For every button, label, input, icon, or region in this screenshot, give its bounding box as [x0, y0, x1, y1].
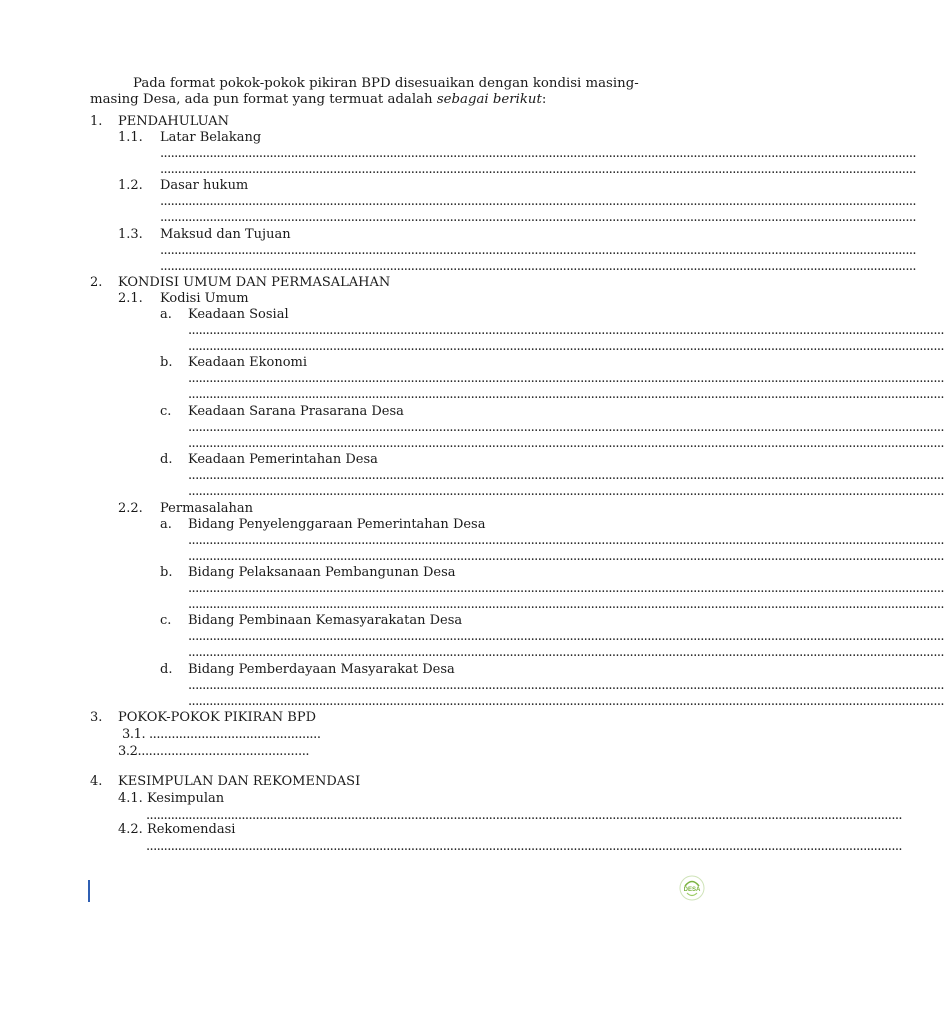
section-1-title: PENDAHULUAN [118, 114, 229, 129]
item-2-2-b-letter: b. [160, 565, 173, 580]
item-2-2-a-letter: a. [160, 517, 172, 532]
fill-line: ...................................................................................................................................................................................................................... [160, 243, 916, 258]
fill-line: ...................................................................................................................................................................................................................... [188, 549, 944, 564]
item-1-2-number: 1.2. [118, 178, 143, 193]
item-2-2-number: 2.2. [118, 501, 143, 516]
section-4-title: KESIMPULAN DAN REKOMENDASI [118, 774, 361, 789]
item-2-1-d-label: Keadaan Pemerintahan Desa [188, 452, 378, 467]
item-2-1-c-label: Keadaan Sarana Prasarana Desa [188, 404, 404, 419]
desa-logo-icon [677, 873, 707, 903]
fill-line: ...................................................................................................................................................................................................................... [188, 694, 944, 709]
item-2-2-a-label: Bidang Penyelenggaraan Pemerintahan Desa [188, 517, 486, 532]
item-4-1-label: 4.1. Kesimpulan [118, 791, 225, 806]
item-1-3-label: Maksud dan Tujuan [160, 227, 291, 242]
item-2-1-c-letter: c. [160, 404, 172, 419]
item-1-1-number: 1.1. [118, 130, 143, 145]
section-2-number: 2. [90, 275, 103, 290]
section-1-number: 1. [90, 114, 103, 129]
intro-line-2 [90, 92, 546, 108]
item-2-1-a-letter: a. [160, 307, 172, 322]
intro-line-2-text: masing Desa, ada pun format yang termuat adalah [90, 92, 437, 107]
item-2-2-c-letter: c. [160, 613, 172, 628]
text-cursor [88, 880, 90, 902]
fill-line: ...................................................................................................................................................................................................................... [160, 210, 916, 225]
fill-line: ...................................................................................................................................................................................................................... [188, 468, 944, 483]
section-2-title: KONDISI UMUM DAN PERMASALAHAN [118, 275, 391, 290]
item-2-2-d-letter: d. [160, 662, 173, 677]
fill-line: ...................................................................................................................................................................................................................... [188, 420, 944, 435]
intro-line-1: Pada format pokok-pokok pikiran BPD disesuaikan dengan kondisi masing- [133, 76, 639, 91]
fill-line: ...................................................................................................................................................................................................................... [160, 146, 916, 161]
fill-line: ...................................................................................................................................................................................................................... [188, 581, 944, 596]
fill-line: ...................................................................................................................................................................................................................... [188, 597, 944, 612]
intro-line-2-end: : [541, 92, 547, 107]
item-2-1-d-letter: d. [160, 452, 173, 467]
logo-text: DESA [683, 887, 701, 893]
fill-line: ...................................................................................................................................................................................................................... [188, 678, 944, 693]
fill-line: ...................................................................................................................................................................................................................... [188, 484, 944, 499]
section-4-number: 4. [90, 774, 103, 789]
intro-line-2-italic: sebagai berikut [436, 92, 542, 107]
fill-line: ...................................................................................................................................................................................................................... [188, 533, 944, 548]
fill-line: ...................................................................................................................................................................................................................... [188, 387, 944, 402]
item-2-1-a-label: Keadaan Sosial [188, 307, 289, 322]
item-2-1-number: 2.1. [118, 291, 143, 306]
item-3-1: 3.1. .............................................. [122, 727, 321, 742]
section-3-title: POKOK-POKOK PIKIRAN BPD [118, 710, 316, 725]
item-2-2-d-label: Bidang Pemberdayaan Masyarakat Desa [188, 662, 455, 677]
item-2-1-label: Kodisi Umum [160, 291, 249, 306]
fill-line: ...................................................................................................................................................................................................................... [188, 323, 944, 338]
fill-line: ...................................................................................................................................................................................................................... [160, 259, 916, 274]
fill-line: ...................................................................................................................................................................................................................... [188, 339, 944, 354]
fill-line: ...................................................................................................................................................................................................................... [188, 629, 944, 644]
fill-line: ...................................................................................................................................................................................................................... [146, 808, 902, 823]
fill-line: ...................................................................................................................................................................................................................... [188, 436, 944, 451]
item-2-1-b-label: Keadaan Ekonomi [188, 355, 308, 370]
item-1-1-label: Latar Belakang [160, 130, 262, 145]
item-2-1-b-letter: b. [160, 355, 173, 370]
fill-line: ...................................................................................................................................................................................................................... [146, 839, 902, 854]
item-2-2-label: Permasalahan [160, 501, 253, 516]
section-3-number: 3. [90, 710, 103, 725]
fill-line: ...................................................................................................................................................................................................................... [160, 162, 916, 177]
fill-line: ...................................................................................................................................................................................................................... [188, 371, 944, 386]
fill-line: ...................................................................................................................................................................................................................... [188, 645, 944, 660]
item-2-2-c-label: Bidang Pembinaan Kemasyarakatan Desa [188, 613, 463, 628]
item-4-2-label: 4.2. Rekomendasi [118, 822, 236, 837]
item-3-2: 3.2.............................................. [118, 744, 310, 759]
item-2-2-b-label: Bidang Pelaksanaan Pembangunan Desa [188, 565, 456, 580]
item-1-3-number: 1.3. [118, 227, 143, 242]
desa-logo [677, 873, 707, 903]
fill-line: ...................................................................................................................................................................................................................... [160, 194, 916, 209]
item-1-2-label: Dasar hukum [160, 178, 249, 193]
